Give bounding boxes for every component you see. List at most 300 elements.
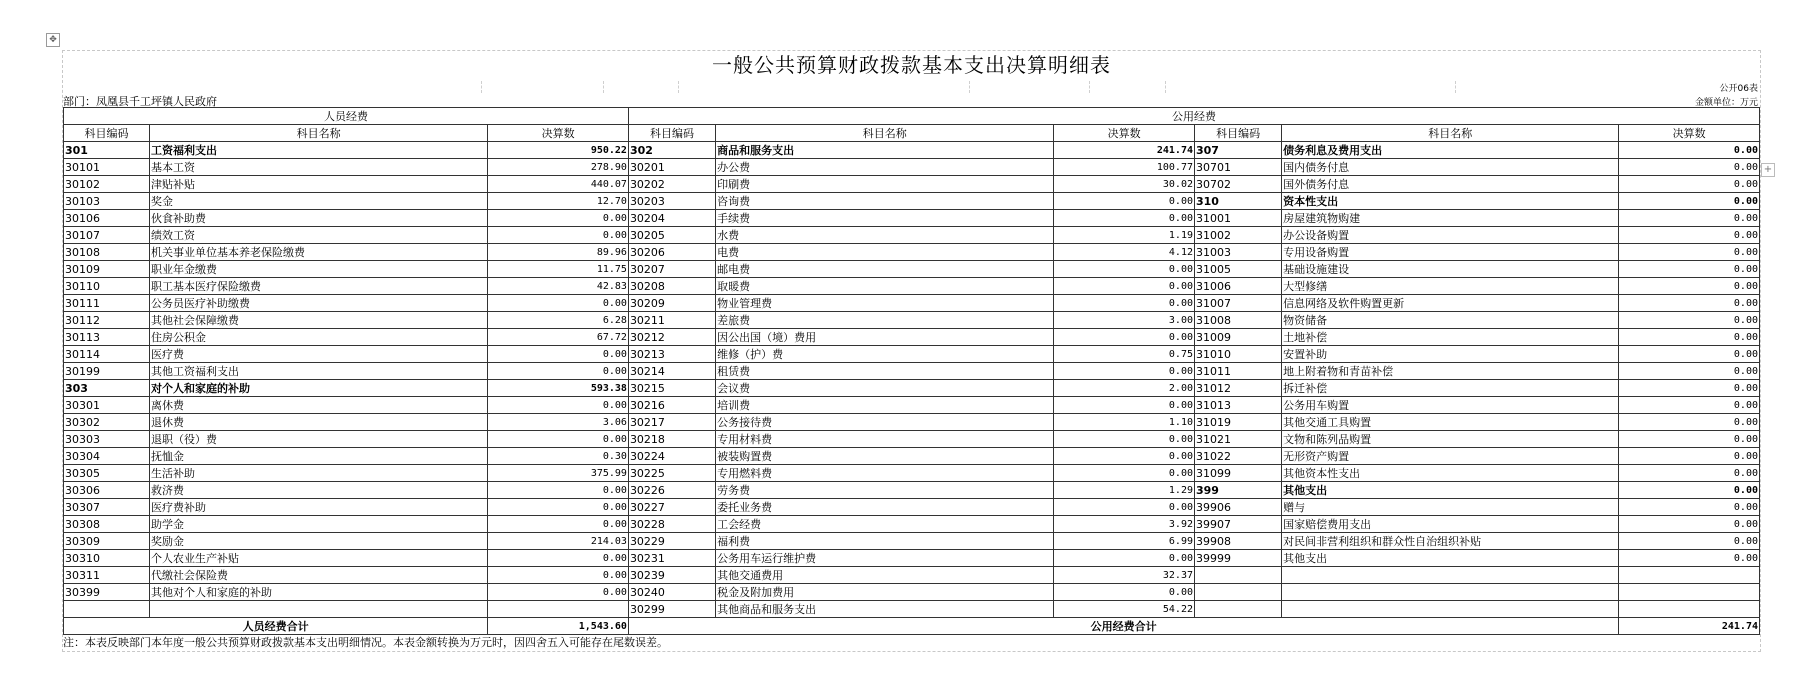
cell-code: 30701 [1195,159,1282,176]
cell-amount: 0.00 [1619,193,1760,210]
cell-code: 307 [1195,142,1282,159]
cell-name: 培训费 [716,397,1054,414]
cell-code: 30207 [628,261,715,278]
table-row [64,244,1760,261]
table-row [64,363,1760,380]
cell-name: 土地补偿 [1282,329,1619,346]
cell-amount: 440.07 [488,176,629,193]
cell-amount: 241.74 [1054,142,1195,159]
cell-code: 30101 [64,159,150,176]
cell-name [1282,601,1619,618]
cell-code: 30310 [64,550,150,567]
unit-label: 金额单位：万元 [1694,98,1758,108]
table-row [64,567,1760,584]
table-row [64,601,1760,618]
cell-name: 代缴社会保险费 [150,567,488,584]
cell-code: 31007 [1195,295,1282,312]
table-row [64,516,1760,533]
cell-amount: 3.06 [488,414,629,431]
cell-code: 31011 [1195,363,1282,380]
cell-amount: 0.00 [488,482,629,499]
cell-code: 30203 [628,193,715,210]
cell-amount: 0.00 [1619,550,1760,567]
cell-code: 30215 [628,380,715,397]
col-header-amount: 决算数 [1619,125,1760,142]
cell-name: 绩效工资 [150,227,488,244]
table-row [64,346,1760,363]
hidden-gridlines [63,79,1760,107]
cell-amount: 0.00 [488,584,629,601]
cell-name: 公务员医疗补助缴费 [150,295,488,312]
col-header-name: 科目名称 [150,125,488,142]
cell-code: 31002 [1195,227,1282,244]
cell-amount: 0.00 [1054,550,1195,567]
cell-name: 其他交通工具购置 [1282,414,1619,431]
cell-amount: 32.37 [1054,567,1195,584]
cell-name: 咨询费 [716,193,1054,210]
cell-amount: 0.00 [1619,346,1760,363]
cell-amount: 0.75 [1054,346,1195,363]
cell-name: 拆迁补偿 [1282,380,1619,397]
cell-amount: 0.00 [1619,414,1760,431]
cell-name: 基本工资 [150,159,488,176]
cell-amount: 4.12 [1054,244,1195,261]
cell-name: 会议费 [716,380,1054,397]
cell-name: 基础设施建设 [1282,261,1619,278]
cell-amount: 6.28 [488,312,629,329]
cell-name: 印刷费 [716,176,1054,193]
cell-name: 取暖费 [716,278,1054,295]
cell-amount [1619,567,1760,584]
cell-code: 30306 [64,482,150,499]
cell-code: 30224 [628,448,715,465]
cell-amount: 0.00 [488,550,629,567]
cell-amount: 0.00 [1054,261,1195,278]
cell-name: 租赁费 [716,363,1054,380]
cell-name [1282,584,1619,601]
cell-name: 国内债务付息 [1282,159,1619,176]
cell-name: 其他社会保障缴费 [150,312,488,329]
cell-amount: 0.00 [1054,431,1195,448]
cell-amount: 0.00 [1054,448,1195,465]
cell-code: 30304 [64,448,150,465]
cell-amount: 0.00 [1619,278,1760,295]
cell-code: 30214 [628,363,715,380]
cell-code: 31012 [1195,380,1282,397]
cell-code: 30226 [628,482,715,499]
cell-name: 维修（护）费 [716,346,1054,363]
cell-amount: 1.29 [1054,482,1195,499]
cell-amount: 0.00 [1054,210,1195,227]
cell-code: 39908 [1195,533,1282,550]
cell-code: 30227 [628,499,715,516]
cell-amount: 0.00 [488,499,629,516]
cell-amount: 278.90 [488,159,629,176]
cell-amount: 0.00 [1619,380,1760,397]
cell-code: 310 [1195,193,1282,210]
cell-amount: 375.99 [488,465,629,482]
cell-code: 30113 [64,329,150,346]
cell-name: 抚恤金 [150,448,488,465]
cell-code: 30109 [64,261,150,278]
cell-name: 其他资本性支出 [1282,465,1619,482]
cell-name: 劳务费 [716,482,1054,499]
cell-code: 30228 [628,516,715,533]
cell-code: 31008 [1195,312,1282,329]
cell-name: 其他支出 [1282,482,1619,499]
cell-amount: 0.00 [488,516,629,533]
cell-amount: 0.00 [1054,397,1195,414]
cell-name: 公务用车购置 [1282,397,1619,414]
cell-amount: 6.99 [1054,533,1195,550]
cell-amount: 214.03 [488,533,629,550]
cell-amount: 0.00 [1619,482,1760,499]
cell-name: 奖金 [150,193,488,210]
table-row [64,329,1760,346]
cell-code: 303 [64,380,150,397]
cell-name: 商品和服务支出 [716,142,1054,159]
cell-amount: 0.00 [1619,448,1760,465]
table-row [64,397,1760,414]
cell-amount: 0.00 [1619,431,1760,448]
cell-code: 30211 [628,312,715,329]
cell-amount: 0.00 [1054,193,1195,210]
cell-name: 物资储备 [1282,312,1619,329]
cell-amount: 0.00 [1054,329,1195,346]
table-row [64,482,1760,499]
table-row [64,380,1760,397]
cell-name: 其他交通费用 [716,567,1054,584]
cell-name: 大型修缮 [1282,278,1619,295]
cell-amount: 0.00 [1619,329,1760,346]
cell-name: 赠与 [1282,499,1619,516]
cell-name: 被装购置费 [716,448,1054,465]
cell-code: 39999 [1195,550,1282,567]
cell-amount: 0.00 [1619,499,1760,516]
cell-code: 39907 [1195,516,1282,533]
cell-amount [1619,601,1760,618]
table-row [64,584,1760,601]
cell-code: 30229 [628,533,715,550]
cell-name: 生活补助 [150,465,488,482]
cell-amount: 2.00 [1054,380,1195,397]
cell-code: 30205 [628,227,715,244]
cell-code: 31013 [1195,397,1282,414]
cell-amount: 0.00 [1619,244,1760,261]
col-header-name: 科目名称 [716,125,1054,142]
cell-name: 电费 [716,244,1054,261]
cell-code: 30231 [628,550,715,567]
cell-name: 无形资产购置 [1282,448,1619,465]
cell-amount: 0.00 [1619,363,1760,380]
cell-code: 30106 [64,210,150,227]
cell-amount: 89.96 [488,244,629,261]
cell-name: 专用设备购置 [1282,244,1619,261]
report-sheet [62,50,1761,652]
cell-amount: 0.00 [1619,465,1760,482]
table-row [64,312,1760,329]
cell-code [1195,601,1282,618]
cell-code: 30307 [64,499,150,516]
cell-code: 399 [1195,482,1282,499]
table-row [64,227,1760,244]
table-row [64,142,1760,159]
cell-amount: 0.00 [1054,584,1195,601]
cell-name: 水费 [716,227,1054,244]
cell-name [1282,567,1619,584]
personnel-total-label: 人员经费合计 [64,618,488,635]
cell-amount: 0.00 [1054,295,1195,312]
cell-code: 31005 [1195,261,1282,278]
cell-code: 30212 [628,329,715,346]
cell-name: 专用燃料费 [716,465,1054,482]
cell-name: 安置补助 [1282,346,1619,363]
cell-amount: 11.75 [488,261,629,278]
cell-amount: 54.22 [1054,601,1195,618]
cell-code: 30107 [64,227,150,244]
table-row [64,159,1760,176]
cell-amount: 100.77 [1054,159,1195,176]
cell-code: 31006 [1195,278,1282,295]
cell-code: 30204 [628,210,715,227]
cell-code: 30240 [628,584,715,601]
cell-amount: 0.00 [1619,312,1760,329]
cell-amount: 0.00 [488,346,629,363]
cell-name: 因公出国（境）费用 [716,329,1054,346]
cell-amount: 67.72 [488,329,629,346]
cell-name: 专用材料费 [716,431,1054,448]
cell-amount [488,601,629,618]
cell-code: 30110 [64,278,150,295]
cell-code: 30305 [64,465,150,482]
cell-name: 地上附着物和青苗补偿 [1282,363,1619,380]
cell-amount: 0.00 [1619,516,1760,533]
cell-name: 个人农业生产补贴 [150,550,488,567]
page-title: 一般公共预算财政拨款基本支出决算明细表 [712,53,1111,77]
cell-code: 31019 [1195,414,1282,431]
cell-amount: 0.00 [1619,295,1760,312]
cell-code: 301 [64,142,150,159]
cell-name: 工资福利支出 [150,142,488,159]
cell-code: 30225 [628,465,715,482]
col-header-amount: 决算数 [1054,125,1195,142]
cell-name: 奖励金 [150,533,488,550]
cell-name [150,601,488,618]
cell-name: 其他工资福利支出 [150,363,488,380]
table-row [64,533,1760,550]
cell-name: 救济费 [150,482,488,499]
cell-amount: 0.00 [488,431,629,448]
cell-code: 31009 [1195,329,1282,346]
expenditure-table [63,107,1760,635]
cell-name: 办公设备购置 [1282,227,1619,244]
cell-amount: 0.00 [1619,261,1760,278]
cell-code: 30206 [628,244,715,261]
cell-name: 福利费 [716,533,1054,550]
cell-code [64,601,150,618]
cell-name: 津贴补贴 [150,176,488,193]
cell-code: 30112 [64,312,150,329]
cell-amount: 0.00 [1619,397,1760,414]
col-header-name: 科目名称 [1282,125,1619,142]
cell-name: 其他商品和服务支出 [716,601,1054,618]
cell-name: 住房公积金 [150,329,488,346]
cell-name: 信息网络及软件购置更新 [1282,295,1619,312]
cell-name: 其他对个人和家庭的补助 [150,584,488,601]
cell-amount: 0.00 [488,397,629,414]
cell-code: 30399 [64,584,150,601]
cell-amount: 30.02 [1054,176,1195,193]
cell-code: 30299 [628,601,715,618]
cell-name: 资本性支出 [1282,193,1619,210]
cell-code: 39906 [1195,499,1282,516]
cell-name: 差旅费 [716,312,1054,329]
cell-name: 公务用车运行维护费 [716,550,1054,567]
personnel-total-value: 1,543.60 [488,618,629,635]
cell-name: 医疗费 [150,346,488,363]
cell-code: 30217 [628,414,715,431]
cell-name: 国外债务付息 [1282,176,1619,193]
table-row [64,278,1760,295]
table-row [64,210,1760,227]
cell-code: 30311 [64,567,150,584]
cell-code: 30201 [628,159,715,176]
cell-name: 物业管理费 [716,295,1054,312]
form-number: 公开06表 [1719,84,1758,94]
cell-code: 30309 [64,533,150,550]
cell-amount: 950.22 [488,142,629,159]
cell-code: 31003 [1195,244,1282,261]
group-header-personnel: 人员经费 [64,108,629,125]
cell-code: 30202 [628,176,715,193]
cell-name: 退休费 [150,414,488,431]
cell-amount: 0.00 [488,567,629,584]
cell-code: 30308 [64,516,150,533]
cell-code: 30108 [64,244,150,261]
cell-amount: 3.00 [1054,312,1195,329]
cell-amount: 42.83 [488,278,629,295]
cell-amount: 0.00 [1054,363,1195,380]
cell-name: 国家赔偿费用支出 [1282,516,1619,533]
cell-amount: 0.00 [1619,142,1760,159]
col-header-amount: 决算数 [488,125,629,142]
cell-amount: 3.92 [1054,516,1195,533]
cell-amount [1619,584,1760,601]
cell-amount: 593.38 [488,380,629,397]
table-row [64,499,1760,516]
cell-code: 30303 [64,431,150,448]
table-move-handle-icon[interactable]: ✥ [46,33,60,47]
cell-name: 其他支出 [1282,550,1619,567]
public-total-label: 公用经费合计 [628,618,1618,635]
public-total-value: 241.74 [1619,618,1760,635]
cell-code [1195,584,1282,601]
cell-code: 30209 [628,295,715,312]
cell-name: 文物和陈列品购置 [1282,431,1619,448]
cell-amount: 0.00 [1619,210,1760,227]
cell-code: 30102 [64,176,150,193]
cell-code: 30302 [64,414,150,431]
table-row [64,414,1760,431]
table-row [64,431,1760,448]
cell-name: 税金及附加费用 [716,584,1054,601]
group-header-public: 公用经费 [628,108,1759,125]
cell-code: 30239 [628,567,715,584]
cell-code: 30301 [64,397,150,414]
cell-name: 退职（役）费 [150,431,488,448]
cell-name: 办公费 [716,159,1054,176]
cell-code: 31022 [1195,448,1282,465]
cell-code: 30213 [628,346,715,363]
cell-name: 工会经费 [716,516,1054,533]
cell-amount: 0.30 [488,448,629,465]
cell-code: 30216 [628,397,715,414]
cell-name: 债务利息及费用支出 [1282,142,1619,159]
table-row [64,176,1760,193]
cell-name: 医疗费补助 [150,499,488,516]
cell-amount: 0.00 [1619,176,1760,193]
cell-amount: 0.00 [1619,159,1760,176]
table-row [64,465,1760,482]
table-row [64,448,1760,465]
cell-amount: 0.00 [1054,465,1195,482]
cell-code: 31001 [1195,210,1282,227]
cell-amount: 0.00 [1619,533,1760,550]
cell-name: 离休费 [150,397,488,414]
add-column-icon[interactable]: + [1761,163,1775,177]
cell-amount: 0.00 [1054,278,1195,295]
cell-name: 助学金 [150,516,488,533]
table-row [64,295,1760,312]
cell-amount: 1.10 [1054,414,1195,431]
col-header-code: 科目编码 [628,125,715,142]
cell-name: 委托业务费 [716,499,1054,516]
cell-code: 30218 [628,431,715,448]
col-header-code: 科目编码 [1195,125,1282,142]
cell-name: 职工基本医疗保险缴费 [150,278,488,295]
cell-name: 伙食补助费 [150,210,488,227]
cell-amount: 0.00 [488,210,629,227]
cell-code: 30114 [64,346,150,363]
cell-code: 31010 [1195,346,1282,363]
cell-name: 对民间非营利组织和群众性自治组织补贴 [1282,533,1619,550]
cell-amount: 1.19 [1054,227,1195,244]
col-header-code: 科目编码 [64,125,150,142]
cell-amount: 0.00 [1619,227,1760,244]
cell-amount: 0.00 [488,227,629,244]
cell-name: 对个人和家庭的补助 [150,380,488,397]
cell-name: 手续费 [716,210,1054,227]
table-row [64,550,1760,567]
department-label: 部门：凤凰县千工坪镇人民政府 [63,95,217,108]
cell-amount: 0.00 [488,363,629,380]
footnote: 注：本表反映部门本年度一般公共预算财政拨款基本支出明细情况。本表金额转换为万元时，因四舍五入可能存在尾数误差。 [63,636,668,649]
cell-code: 302 [628,142,715,159]
cell-code [1195,567,1282,584]
cell-code: 30199 [64,363,150,380]
cell-code: 30702 [1195,176,1282,193]
cell-code: 30208 [628,278,715,295]
cell-amount: 0.00 [488,295,629,312]
cell-code: 30103 [64,193,150,210]
cell-code: 30111 [64,295,150,312]
cell-name: 公务接待费 [716,414,1054,431]
cell-amount: 0.00 [1054,499,1195,516]
cell-code: 31099 [1195,465,1282,482]
cell-name: 房屋建筑物购建 [1282,210,1619,227]
cell-name: 机关事业单位基本养老保险缴费 [150,244,488,261]
table-row [64,193,1760,210]
